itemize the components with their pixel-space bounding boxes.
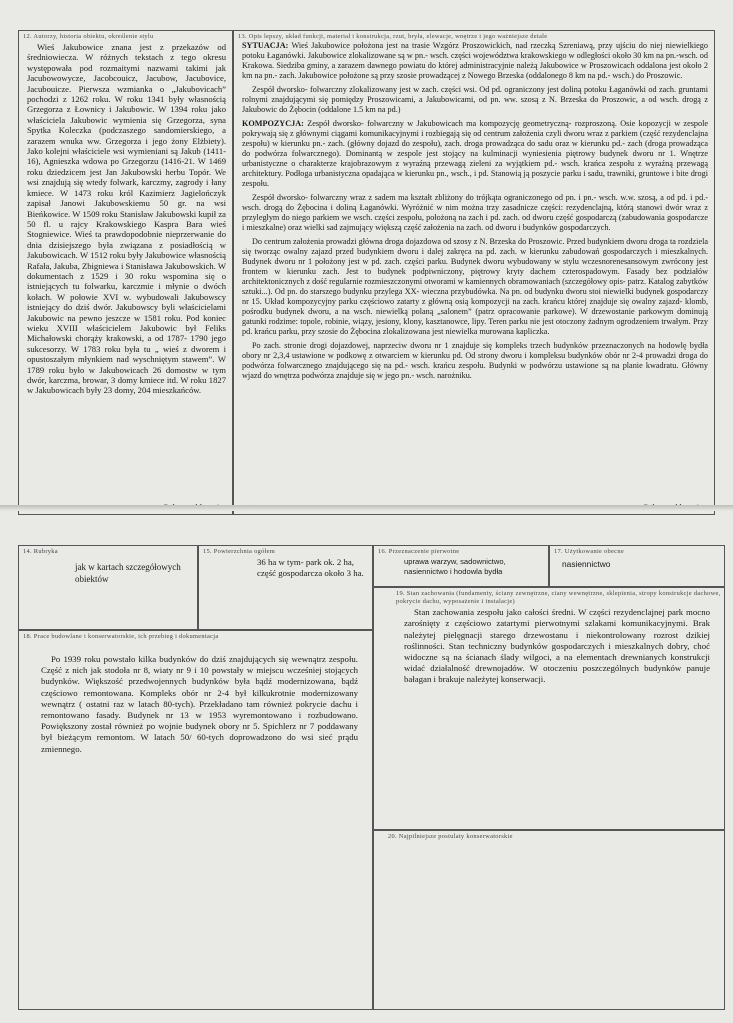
situation-text: Wieś Jakubowice położona jest na trasie Wzgórz Proszowickich, nad rzeczką Szreniawą, przy ujściu do niej niewielkiego potoku Łaganówki. Jakubowice zlokalizowane są w pn.- wsch. części województwa krakowskiego w odległości około 30 km na pn.-wsch. od Krakowa. Siedziba gminy, a zarazem dawnego powiatu do której administracyjnie należą Jakubowice w Proszowicach oddalona jest około 2 km na pn.- zach. Jakubowice położone są przy szosie prowadzącej z Nowego Brzeska (oddalonego 8 km na pd.- wsch.) do Proszowic.: [242, 41, 708, 80]
section-13-paragraph-2: Zespół dworsko- folwarczny zlokalizowany jest w zach. części wsi. Od pd. ograniczony jest doliną potoku Łaganówki od zach. gruntami rolnymi znajdującymi się pomiędzy Proszowicami, a Jakubowicami, od pn. ww. szosą z N. Brzeska do Proszowic, a od wsch. drogą z Jakubowic do Żębocin (oddalone 1.5 km na pd.): [242, 85, 708, 114]
section-12-history: [18, 30, 233, 515]
section-14-rubric: [18, 545, 198, 630]
section-13-description: [233, 30, 715, 515]
situation-label: SYTUACJA:: [242, 41, 289, 50]
section-18-works: [18, 630, 373, 1010]
section-20-postulates: [373, 830, 725, 1010]
section-12-text: Wieś Jakubowice znana jest z przekazów od średniowiecza. W różnych tekstach z tego okresu występowała pod rozmaitymi nazwami takimi jak Jacubowowycze, Jacobcouicz, Jacubow, Jacubovice, Jacubouicze. Pierwsza wzmianka o „Jakubovicach” pochodzi z 1262 roku. W roku 1341 były własnością Grzegorza z Łownicy i Jakubowic. W 1394 roku jako właściciela Jakubowic wymienia się Grzegorza, syna Spytka Koleczka (podczaszego sandomierskiego, a zarazem wnuka ww. Grzegorza i jego żony Elżbiety). Jako kolejni właściciele wsi wymieniani są Jakub (1411-16), Agnieszka wdowa po Grzegorzu (1416-21. W 1469 roku dziedzicem jest Jan Jakubowski herbu Topór. We wsi znajdują się wtedy folwark, karczmy, zagrody i łany kmiece. W 1473 roku król Kazimierz Jagielończyk zapisał Janowi Jakubowskiemu 50 gr. na wsi Bieńkowice. W 1509 roku Stanisław Jakubowski kupił za 50 fl. u rajcy Krakowskiego Kaspra Bara wieś Stogniewice. Wieś ta prawdopodobnie nieprzerwanie do dnia dzisiejszego była związana z posiadłością w Jakubowicach. W 1512 roku były Jakubowice własnością Rafała, Jakuba, Zbigniewa i Stanisława Jakubowskich. W dokumentach z 1529 i 30 roku wspomina się o istniejących tu folwarku, karczmie i młynie o dwóch kołach. W połowie XVI w. wybudowali Jakubowscy istniejący do dziś dwór. Jakubowscy byli właścicielami Jakubowic na pewno jeszcze w 1581 roku. Pod koniec wieku XVIII właścicielem Jakubowic był Feliks Michałowski chorąży krakowski, a od 1787- 1790 jego sukcesorzy. W 1783 roku była tu „ wieś z dworem i opustoszałym młynkiem nad wyschniętym stawem”. W 1789 roku było w Jakubowicach 26 domostw w tym dwór, karczma, browar, 3 domy kmiece itd. W roku 1827 w Jakubowicach były 23 domy, 204 mieszkańców.: [27, 42, 226, 396]
section-13-paragraph-5: Do centrum założenia prowadzi główna droga dojazdowa od szosy z N. Brzeska do Proszowic. Przed budynkiem dworu droga ta rozdziela się tworząc owalny zajazd przed budynkiem dworu i dalej zakręca na pd. zach. w kierunku zabudowań gospodarczych i mieszkalnych. Budynek dworu nr 1 położony jest w pd. zach. części parku. Budynek dworu wybudowany w stylu wczesnorenesansowym zwrócony jest frontem w kierunku zach. Jest to budynek podpiwniczony, piętrowy kryty dachem czterospadowym. Fasady bez podziałów architektonicznych z dość regularnie rozmieszczonymi otworami w kamiennych obramowaniach (szczegółowy opis- patrz. Katalog zabytków sztuki...). Od pn. do starszego budynku przylega XX- wieczna przybudówka. Na pn. od budynku dworu stoi niewielki budynek gospodarczy nr 15. Układ kompozycyjny parku częściowo zatarty z główną osią kompozycji na zach. krańcu której znajduje się owalny zajazd- klomb, pośrodku budynek dworu, a na wsch. niewielką polaną „salonem” (patrz opracowanie parkowe). W drzewostanie parkowym dominują gatunki rodzime: topole, robinie, wiązy, jesiony, klony, kasztanowce, lipy. Teren parku nie jest otoczony żadnym ogrodzeniem trwałym. Przy pd. krańcu parku, przy szosie do Żębocina zlokalizowana jest niewielka murowana kapliczka.: [242, 237, 708, 336]
section-17-header: 17. Użytkowanie obecne: [554, 548, 624, 555]
section-13-paragraph-4: Zespół dworsko- folwarczny wraz z sadem ma kształt zbliżony do trójkąta ograniczonego od pn. i pn.- wsch. w.w. szosą, a od pd. i pd.- wsch. drogą do Żębocina i doliną Łaganówki. Wyróżnić w nim można trzy zasadnicze części: rezydenclajną, którą stanowi dwór wraz z przyległym do niego parkiem we wsch. części zespołu, położoną na zach i pd. zach. od dworu część gospodarczą (zabudowania gospodarcze i mieszkalne) oraz wielki sad zajmujący większą część założenia na zach. od dworu i budynków gospodarczych.: [242, 193, 708, 232]
section-19-condition: [373, 587, 725, 830]
composition-text: Zespół dworsko- folwarczny w Jakubowicach ma kompozycję geometryczną- rozproszoną. Osie kopozycji w zespole pokrywają się z głównymi ciągami komunikacyjnymi i rozbiegają się od centrum założenia czyli dworu wraz z parkiem (część rezydenclajna zespołu) w kierunku pn.- zach. (główny dojazd do zespołu), zach. droga prowadząca do sadu oraz w kierunku pd.- zach (droga prowadząca do podwórza folwarcznego). Dominantą w zespole jest stojący na kulminacji wyniesienia piętrowy budynek dworu nr 1. Wnętrze urbanistyczne o charakterze krajobrazowym z wyraźną przewagą zieleni za wyjątkiem pd.- wsch. krańca zespołu z wyraźną przewagą architektury. Podłoga urbanistyczna opadająca w kierunku pn., wsch., i pd. Stanowią ją poszycie parku i sadu, trawniki, gruntowe i bite drogi zespołu.: [242, 119, 708, 188]
section-15-text: 36 ha w tym- park ok. 2 ha, część gospodarcza około 3 ha.: [257, 557, 364, 578]
section-15-area: [198, 545, 373, 630]
section-13-paragraph-6: Po zach. stronie drogi dojazdowej, naprzeciw dworu nr 1 znajduje się kompleks trzech budynków przeznaczonych na hodowlę bydła obory nr 2,3,4 ustawione w podkowę z otwarciem w kierunku pd. Od strony dworu i kompleksu budynków obór nr 2-4 prowadzi droga do podwórza folwarcznego znajdującego się na pd.- wsch. krańcu zespołu. Budynki w podwórzu ustawione są na planie kwadratu. Główny wjazd do wnętrza podwórza znajduje się w jego pn.- wsch. narożniku.: [242, 341, 708, 380]
section-18-text: Po 1939 roku powstało kilka budynków do dziś znajdujących się wewnątrz zespołu. Część z nich jak stodoła nr 8, wiaty nr 9 i 10 powstały w miejscu wcześniej stojących budynków. Większość przedwojennych budynków była bądź modernizowana, bądź częściowo remontowana. Kompleks obór nr 2-4 był kilkukrotnie modernizowany wewnątrz ( ostatni raz w latach 80-tych). Przekładano tam również pokrycie dachu i remontowano fasady. Budynek nr 13 w 1953 wyremontowano i rozbudowano. Powiększony został również po wojnie budynek obory nr 5. Spichlerz nr 7 poddawany był bieżącym remontom. W latach 50/ 60-tych doprowadzono do wsi sieć prądu zmiennego.: [41, 654, 358, 754]
fold-line: [0, 505, 733, 511]
section-12-header: 12. Autorzy, historia obiektu, określenie stylu: [23, 33, 154, 40]
section-14-text: jak w kartach szczegółowych obiektów: [75, 562, 181, 584]
section-13-header: 13. Opis lepszy, układ funkcji, materiał i konstrukcja, rzut, bryła, elewacje, wnętrze i jego ważniejsze detale: [238, 33, 548, 40]
section-18-header: 18. Prace budowlane i konserwatorskie, ich przebieg i dokumentacja: [23, 633, 219, 640]
section-17-current-use: [549, 545, 725, 587]
section-16-header: 16. Przeznaczenie pierwotne: [378, 548, 460, 555]
section-19-header: 19. Stan zachowania (fundamenty, ściany zewnętrzne, ciany wewnętrzne, sklepienia, stropy konstrukcje dachowe, pokrycie dachu, wyposażenie i instalacje): [396, 590, 721, 605]
section-20-header: 20. Najpilniejsze postulaty konserwatorskie: [388, 833, 513, 840]
section-16-original-purpose: [373, 545, 549, 587]
section-16-text: uprawa warzyw, sadownictwo, nasiennictwo i hodowla bydła: [404, 557, 506, 576]
composition-label: KOMPOZYCJA:: [242, 119, 304, 128]
section-17-text: nasiennictwo: [562, 559, 611, 569]
section-14-header: 14. Rubryka: [23, 548, 58, 555]
section-15-header: 15. Powierzchnia ogółem: [203, 548, 276, 555]
section-19-text: Stan zachowania zespołu jako całości średni. W części rezydenclajnej park mocno zarośnięty z częściowo zatartymi pierwotnymi szlakami komunikacyjnymi. Brak należytej pielęgnacji starego drzewostanu i niekontrolowany rozrost dzikiej roślinności. Stan techniczny budynków gospodarczych i mieszkalnych dobry, choć widoczne są na ścianach ślady wilgoci, a na elementach drewnianych konstrukcji widać działalność drewnojadów. W otoczeniu poszczególnych budynków panuje bałagan i brakuje należytej konserwacji.: [404, 607, 710, 685]
